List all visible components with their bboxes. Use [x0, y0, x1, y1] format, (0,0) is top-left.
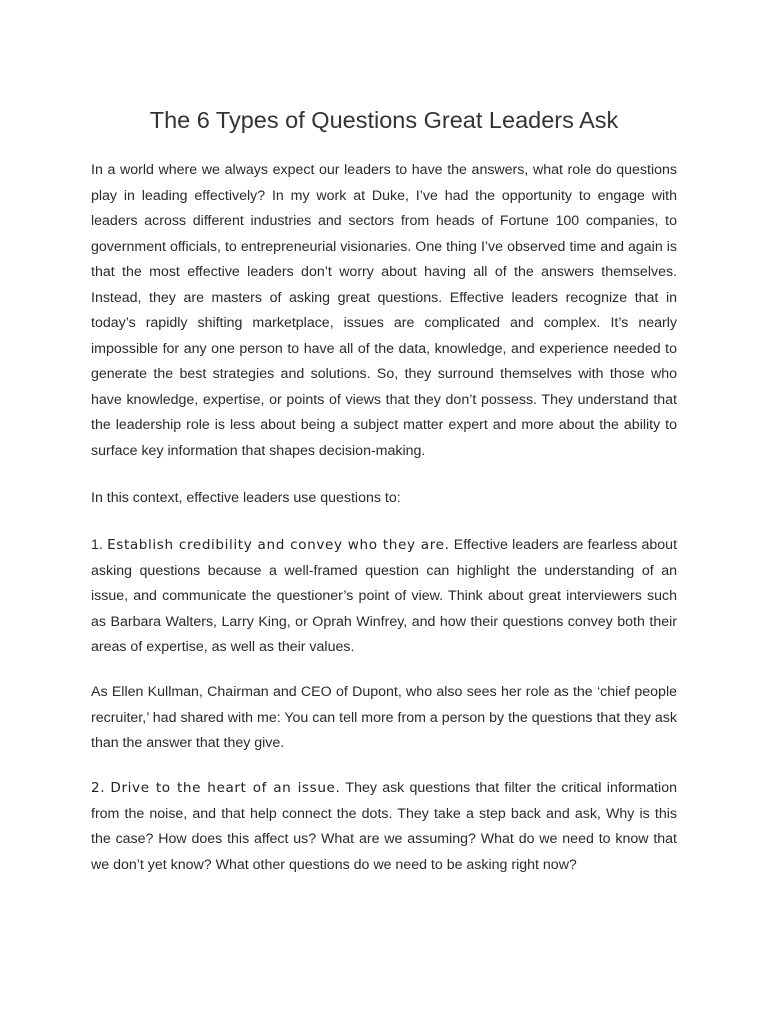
- page-title: The 6 Types of Questions Great Leaders Ask: [149, 107, 619, 133]
- item-heading: Drive to the heart of an issue.: [110, 780, 341, 796]
- list-item-1: [91, 533, 677, 661]
- list-item-2: [91, 776, 677, 878]
- item-text: They ask questions that filter the critical information from the noise, and that help connect the dots. They take a step back and ask, Why is this the case? How does this affect us? What are we assuming? What do we need to know that we don’t yet know? What other questions do we need to be asking right now?: [91, 780, 677, 873]
- item-heading: Establish credibility and convey who they are.: [107, 537, 450, 553]
- item-number: 2.: [91, 780, 106, 796]
- intro-paragraph: In a world where we always expect our leaders to have the answers, what role do questions play in leading effectively? In my work at Duke, I’ve had the opportunity to engage with leaders across different industries and sectors from heads of Fortune 100 companies, to government officials, to entrepreneurial visionaries. One thing I’ve observed time and again is that the most effective leaders don’t worry about having all of the answers themselves. Instead, they are masters of asking great questions. Effective leaders recognize that in today’s rapidly shifting marketplace, issues are complicated and complex. It’s nearly impossible for any one person to have all of the data, knowledge, and experience needed to generate the best strategies and solutions. So, they surround themselves with those who have knowledge, expertise, or points of views that they don’t possess. They understand that the leadership role is less about being a subject matter expert and more about the ability to surface key information that shapes decision-making.: [91, 162, 677, 459]
- item-text: Effective leaders are fearless about asking questions because a well-framed question can highlight the understanding of an issue, and communicate the questioner’s point of view. Think about great interviewers such as Barbara Walters, Larry King, or Oprah Winfrey, and how their questions convey both their areas of expertise, as well as their values.: [91, 537, 678, 655]
- item-number: 1.: [91, 537, 103, 553]
- quote-paragraph: As Ellen Kullman, Chairman and CEO of Dupont, who also sees her role as the ‘chief people recruiter,’ had shared with me: You can tell more from a person by the questions that they ask than the answer that they give.: [91, 684, 677, 751]
- context-line: In this context, effective leaders use questions to:: [91, 490, 401, 506]
